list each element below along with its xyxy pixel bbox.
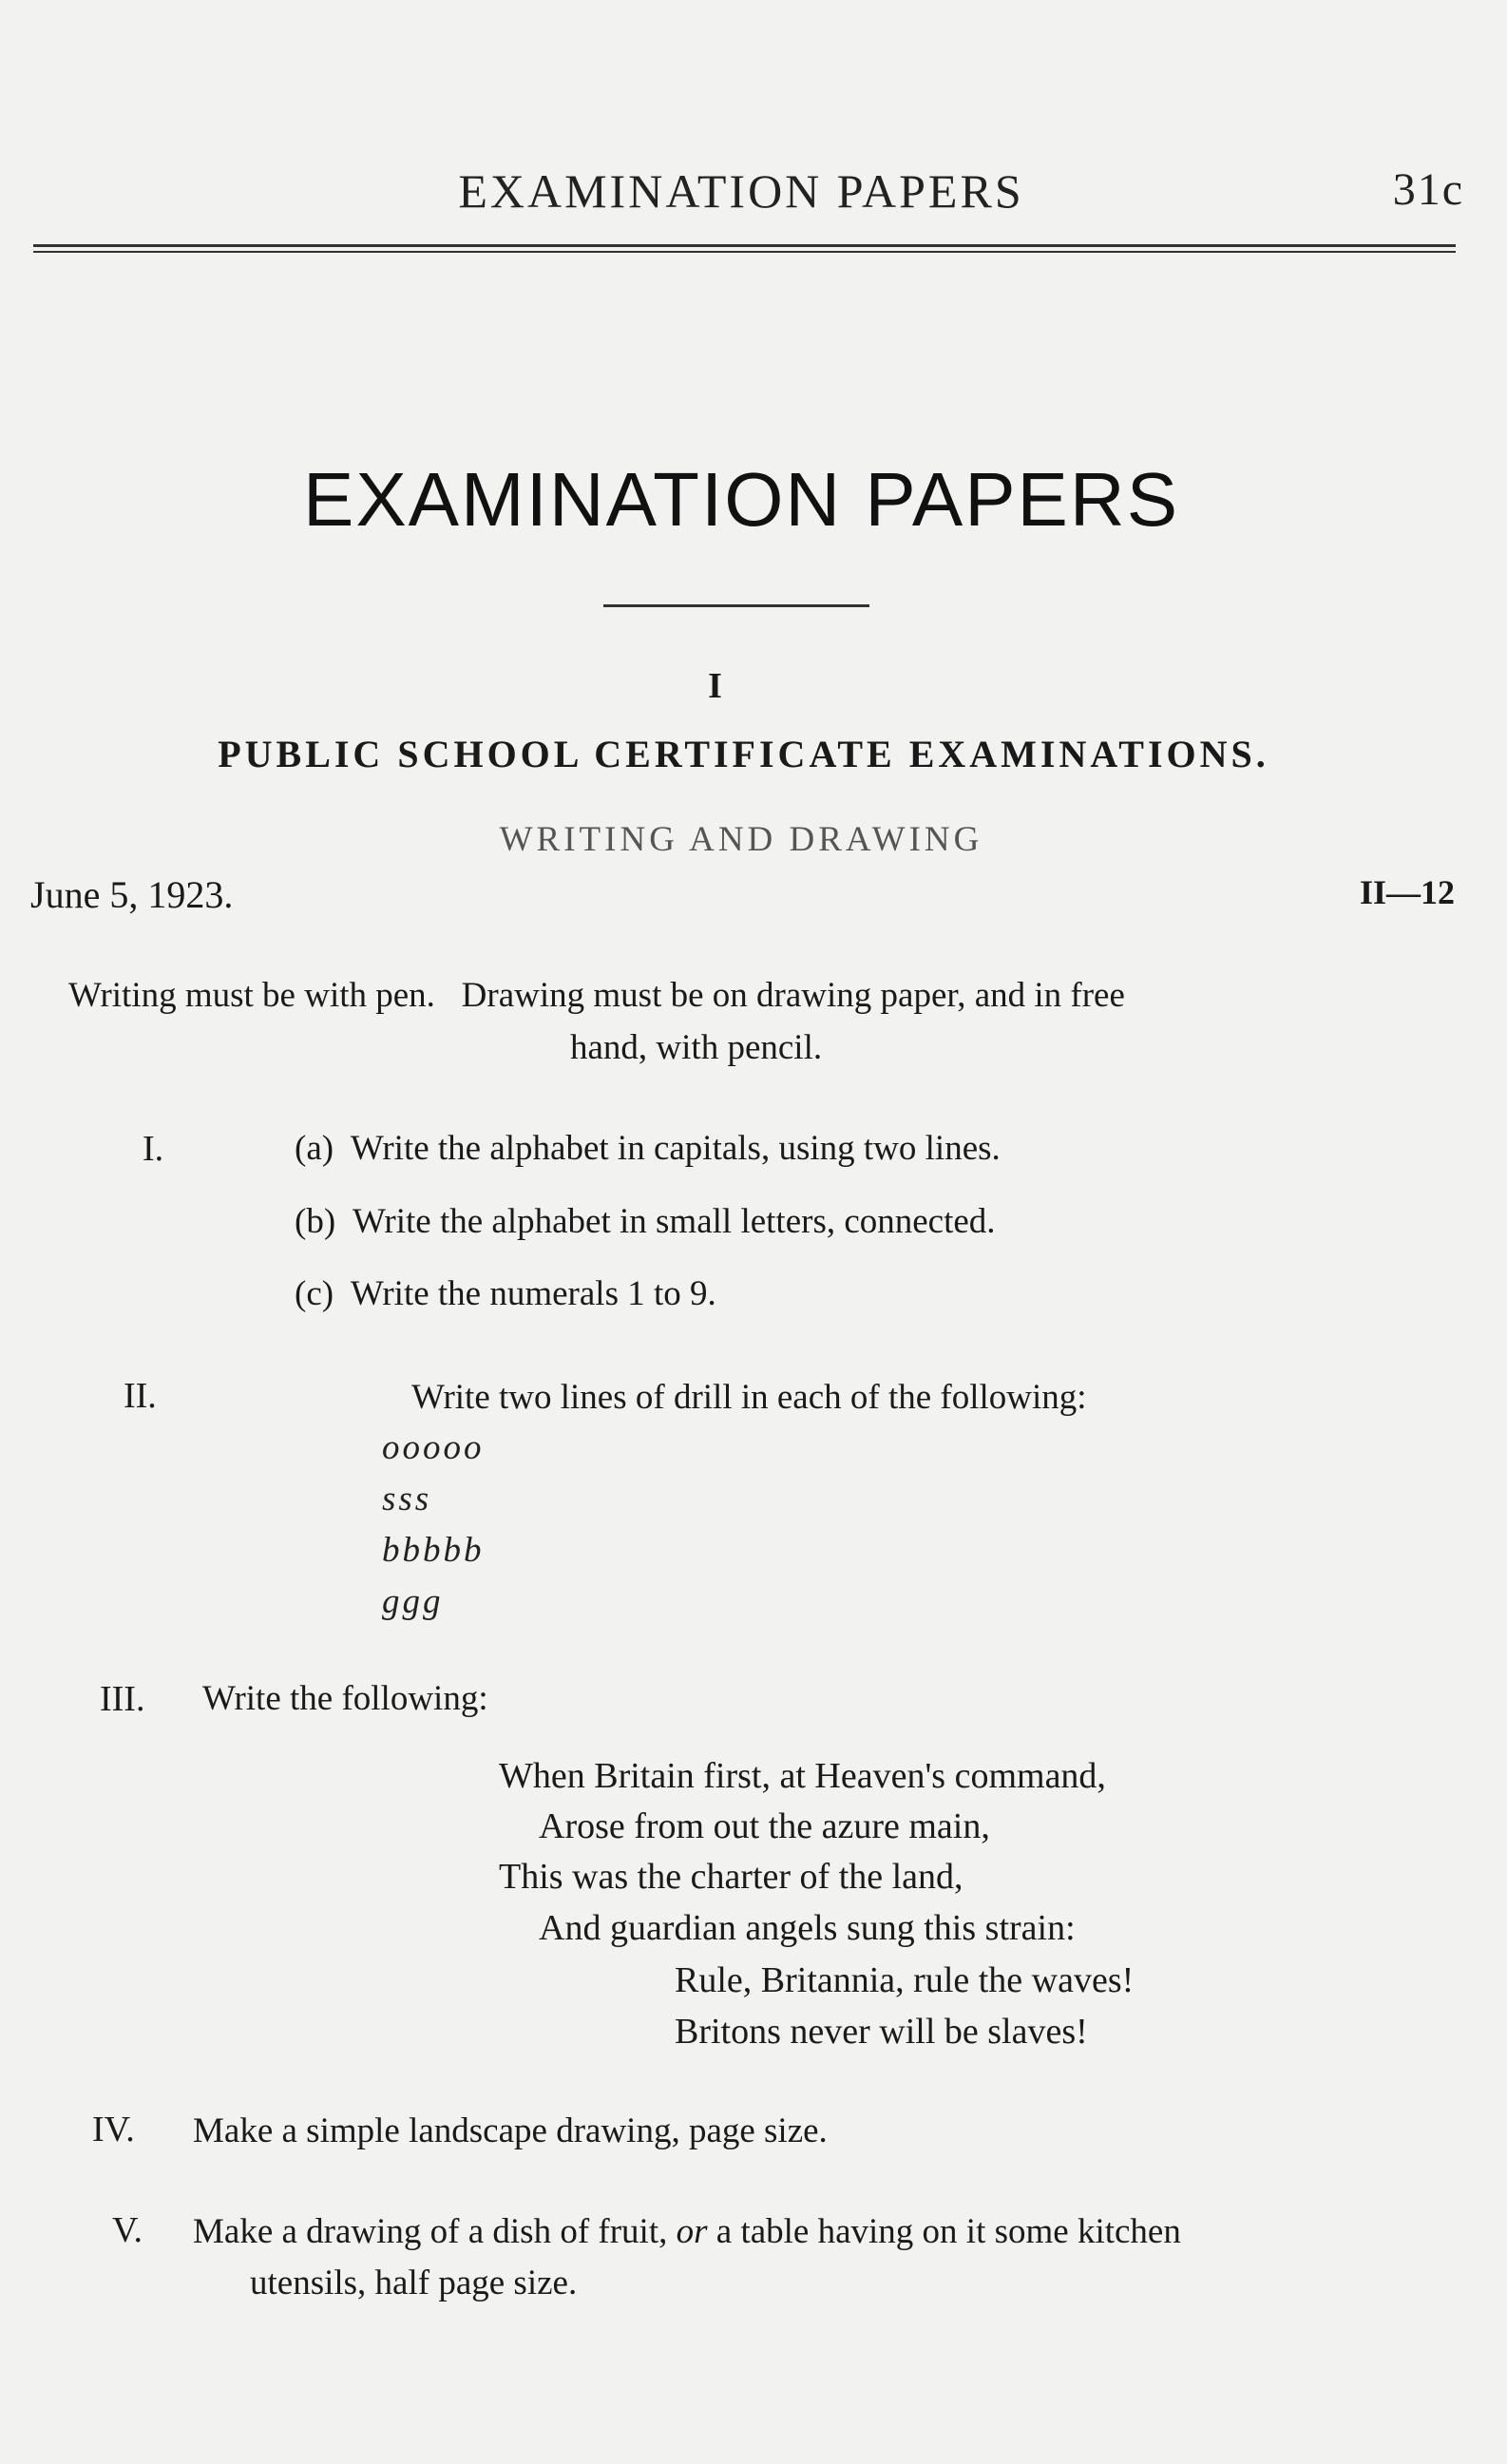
question-5-text-line-2: utensils, half page size. (250, 2263, 578, 2302)
poem-line: When Britain first, at Heaven's command, (499, 1756, 1106, 1796)
instructions-line-2: hand, with pencil. (570, 1028, 823, 1067)
question-1a: (a) Write the alphabet in capitals, using two lines. (295, 1129, 1001, 1168)
subject-heading: WRITING AND DRAWING (499, 820, 983, 859)
question-2-text: Write two lines of drill in each of the following: (411, 1378, 1087, 1417)
question-5-number: V. (112, 2210, 143, 2250)
section-number: I (708, 666, 722, 706)
question-3-number: III. (100, 1679, 145, 1719)
drill-line: sss (382, 1480, 432, 1519)
question-5-text-part: a table having on it some kitchen (707, 2212, 1181, 2251)
question-5-or: or (676, 2212, 708, 2251)
page-number: 31c (1392, 164, 1464, 215)
question-5-text-part: Make a drawing of a dish of fruit, (193, 2212, 677, 2251)
paper-code: II—12 (1359, 873, 1455, 911)
question-1b: (b) Write the alphabet in small letters, connected. (295, 1202, 996, 1241)
exam-name: PUBLIC SCHOOL CERTIFICATE EXAMINATIONS. (218, 733, 1269, 775)
question-5-text (193, 2211, 1181, 2252)
question-2-number: II. (124, 1376, 157, 1416)
drill-line: ooooo (382, 1428, 485, 1467)
drill-line: bbbbb (382, 1531, 485, 1570)
page-title: EXAMINATION PAPERS (302, 457, 1180, 542)
running-head: EXAMINATION PAPERS (458, 164, 1024, 218)
question-1c: (c) Write the numerals 1 to 9. (295, 1274, 716, 1313)
question-4-number: IV. (92, 2110, 135, 2149)
poem-line: And guardian angels sung this strain: (539, 1908, 1076, 1948)
question-3-text: Write the following: (202, 1679, 488, 1718)
header-rule (33, 244, 1456, 253)
drill-line: ggg (382, 1582, 444, 1621)
question-4-text: Make a simple landscape drawing, page size. (193, 2111, 828, 2150)
poem-line: Rule, Britannia, rule the waves! (675, 1960, 1135, 2000)
poem-line: Britons never will be slaves! (675, 2012, 1088, 2052)
exam-date: June 5, 1923. (30, 873, 234, 916)
title-rule (603, 604, 869, 607)
poem-line: Arose from out the azure main, (539, 1806, 990, 1846)
instructions-line-1: Writing must be with pen. Drawing must be on drawing paper, and in free (68, 976, 1125, 1015)
poem-line: This was the charter of the land, (499, 1857, 963, 1897)
question-1-number: I. (143, 1129, 164, 1169)
